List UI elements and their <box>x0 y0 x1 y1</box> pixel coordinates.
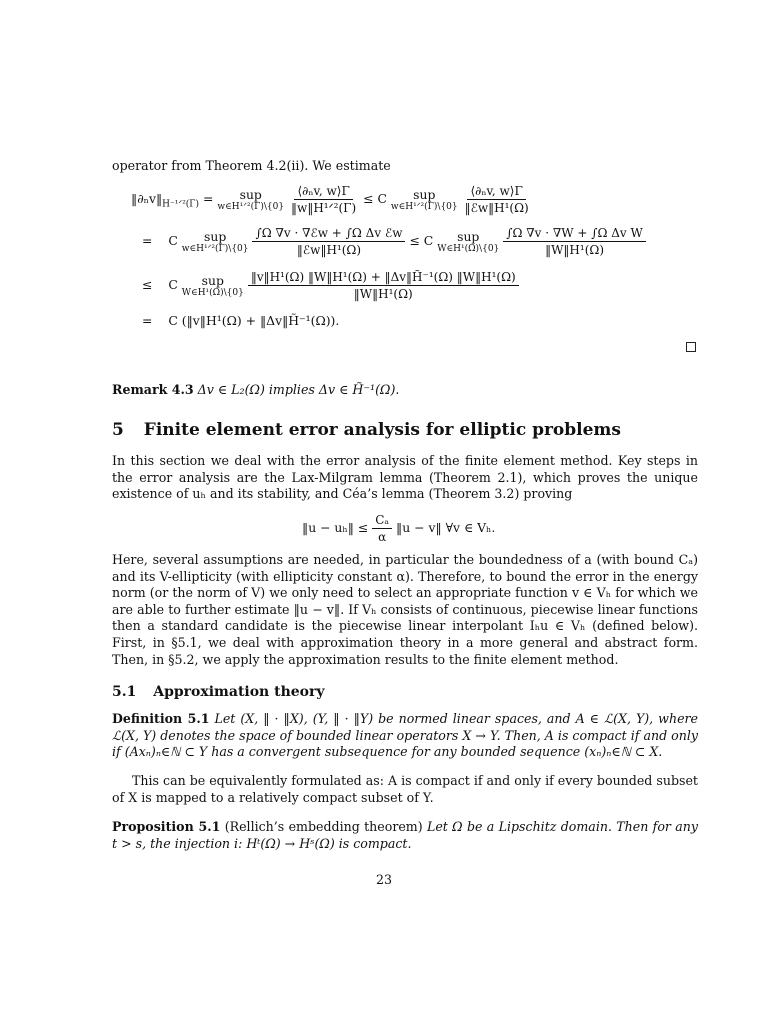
proposition-label: Proposition 5.1 <box>112 819 221 834</box>
fraction: $\frac{\text{⟨∂ₙv, w⟩Γ}}{\text{‖w‖H¹ᐟ²(Γ)}}$ <box>291 184 357 215</box>
definition-text: Let (X, ‖ · ‖X), (Y, ‖ · ‖Y) be normed linear spaces, and A ∈ ℒ(X, Y), where ℒ(X, Y) denotes the space of bounded linear operators X → Y. Then, A is compact if and only if (Axₙ)ₙ∈ℕ ⊂ Y has a convergent subsequence for any bounded sequence (xₙ)ₙ∈ℕ ⊂ X. <box>112 711 698 760</box>
sup-operator: sup W∈H¹(Ω)\{0} <box>181 273 244 298</box>
remark-4-3 <box>112 382 698 399</box>
cea-lhs: ‖u − uₕ‖ ≤ <box>302 520 369 535</box>
constant-c: C <box>168 233 178 248</box>
sup-operator: sup w∈H¹ᐟ²(Γ)\{0} <box>217 187 285 212</box>
section-paragraph-1: In this section we deal with the error analysis of the finite element method. Key steps in the error analysis are the Lax-Milgram lemma (Theorem 2.1), which proves the unique existence of uₕ and its stability, and Céa’s lemma (Theorem 3.2) proving <box>112 453 698 502</box>
fraction: $\frac{\text{Cₐ}}{\alpha}$ <box>372 513 392 544</box>
remark-text: Δv ∈ L₂(Ω) implies Δv ∈ H̃⁻¹(Ω). <box>197 382 400 397</box>
fraction: $\frac{\text{∫Ω ∇v · ∇ℰw + ∫Ω Δv ℰw}}{\text{‖ℰw‖H¹(Ω)}}$ <box>252 226 405 257</box>
proposition-5-1 <box>112 819 698 852</box>
section-title: Finite element error analysis for elliptic problems <box>143 420 621 440</box>
subsection-heading <box>112 684 325 700</box>
fraction: $\frac{\text{∫Ω ∇v · ∇W + ∫Ω Δv W}}{\text{‖W‖H¹(Ω)}}$ <box>503 226 646 257</box>
section-number: 5 <box>112 420 124 440</box>
qed-square-icon <box>686 342 696 352</box>
subsection-number: 5.1 <box>112 684 137 700</box>
definition-5-1 <box>112 711 698 761</box>
section-heading <box>112 420 621 440</box>
sup-operator: sup W∈H¹(Ω)\{0} <box>437 229 500 254</box>
equals-sign: = <box>142 233 153 248</box>
lhs-norm: $‖\partial_nv‖_{H^{-1}ᐟ^2(\Gamma)}$ <box>131 191 200 210</box>
fraction: $\frac{\text{⟨∂ₙv, w⟩Γ}}{\text{‖ℰw‖H¹(Ω)}}$ <box>464 184 529 215</box>
fraction: $\frac{\text{‖v‖H¹(Ω) ‖W‖H¹(Ω) + ‖Δv‖H̃⁻¹(Ω) ‖W‖H¹(Ω)}}{\text{‖W‖H¹(Ω)}}$ <box>248 270 519 301</box>
compact-paragraph: This can be equivalently formulated as: A is compact if and only if every bounded subset of X is mapped to a relatively compact subset of Y. <box>112 773 698 805</box>
le-c: ≤ C <box>409 233 434 248</box>
sup-operator: sup w∈H¹ᐟ²(Γ)\{0} <box>390 187 458 212</box>
constant-c: C <box>168 277 178 292</box>
proposition-text: Let Ω be a Lipschitz domain. Then for any t > s, the injection i: Hᵗ(Ω) → Hˢ(Ω) is compact. <box>112 819 698 851</box>
sup-operator: sup w∈H¹ᐟ²(Γ)\{0} <box>181 229 249 254</box>
intro-line: operator from Theorem 4.2(ii). We estimate <box>112 158 391 173</box>
section-paragraph-2: Here, several assumptions are needed, in particular the boundedness of a (with bound Cₐ) and its V-ellipticity (with ellipticity constant α). Therefore, to bound the error in the energy norm (or the norm of V) we only need to select an appropriate function v ∈ Vₕ for which we are able to further estimate ‖u − v‖. If Vₕ consists of continuous, piecewise linear functions then a standard candidate is the piecewise linear interpolant Iₕu ∈ Vₕ (defined below). First, in §5.1, we deal with approximation theory in a more general and abstract form. Then, in §5.2, we apply the approximation results to the finite element method. <box>112 552 698 667</box>
le-sign: ≤ <box>142 277 153 292</box>
cea-rhs: ‖u − v‖ ∀v ∈ Vₕ. <box>396 520 496 535</box>
cea-inequality <box>302 513 495 544</box>
proposition-name: (Rellich’s embedding theorem) <box>224 819 423 834</box>
final-bound: C (‖v‖H¹(Ω) + ‖Δv‖H̃⁻¹(Ω)). <box>168 313 340 328</box>
definition-label: Definition 5.1 <box>112 711 210 726</box>
le-c: ≤ C <box>363 191 387 206</box>
page-number: 23 <box>375 872 393 887</box>
derivation-line-1 <box>131 184 532 215</box>
derivation-line-4 <box>142 313 339 328</box>
equals-sign: = <box>142 313 153 328</box>
derivation-line-3 <box>142 270 519 301</box>
subsection-title: Approximation theory <box>153 684 325 700</box>
equals-sign: = <box>203 191 214 206</box>
derivation-line-2 <box>142 226 646 257</box>
remark-label: Remark 4.3 <box>112 382 194 397</box>
